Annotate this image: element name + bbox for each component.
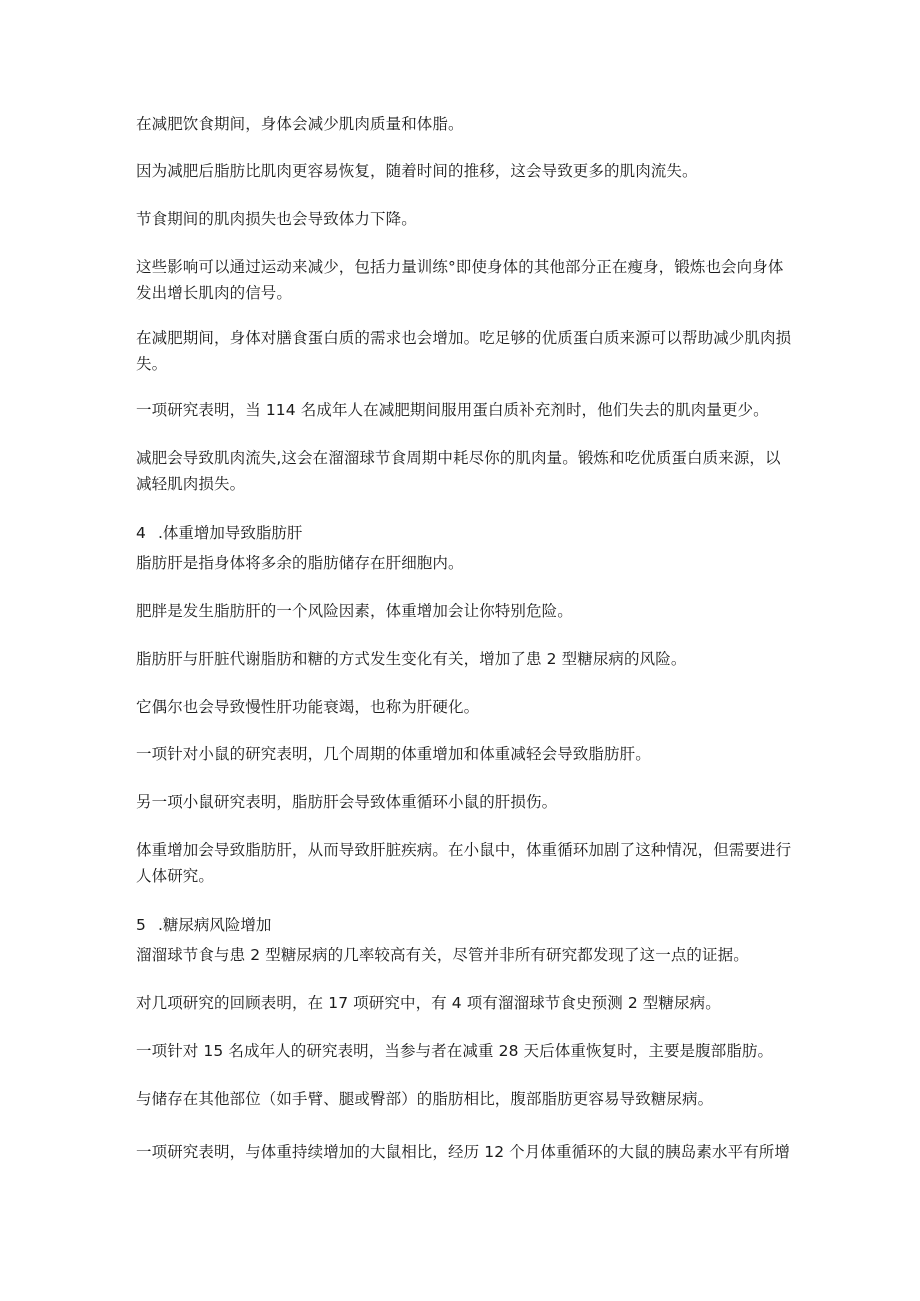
section-heading xyxy=(136,912,271,938)
section-title: .体重增加导致脂肪肝 xyxy=(158,524,303,542)
paragraph: 它偶尔也会导致慢性肝功能衰竭，也称为肝硬化。 xyxy=(136,698,480,716)
paragraph: 一项研究表明，与体重持续增加的大鼠相比，经历 12 个月体重循环的大鼠的胰岛素水平有所增 xyxy=(136,1143,790,1161)
paragraph: 对几项研究的回顾表明，在 17 项研究中，有 4 项有溜溜球节食史预测 2 型糖尿病。 xyxy=(136,994,721,1012)
paragraph: 一项针对 15 名成年人的研究表明，当参与者在减重 28 天后体重恢复时，主要是腹部脂肪。 xyxy=(136,1042,774,1060)
paragraph: 减肥会导致肌肉流失,这会在溜溜球节食周期中耗尽你的肌肉量。锻炼和吃优质蛋白质来源，以减轻肌肉损失。 xyxy=(136,449,781,493)
paragraph: 溜溜球节食与患 2 型糖尿病的几率较高有关，尽管并非所有研究都发现了这一点的证据。 xyxy=(136,946,749,964)
paragraph: 因为减肥后脂肪比肌肉更容易恢复，随着时间的推移，这会导致更多的肌肉流失。 xyxy=(136,162,698,180)
paragraph: 脂肪肝是指身体将多余的脂肪储存在肝细胞内。 xyxy=(136,554,464,572)
paragraph: 节食期间的肌肉损失也会导致体力下降。 xyxy=(136,210,417,228)
section-number: 4 xyxy=(136,524,146,542)
section-title: .糖尿病风险增加 xyxy=(158,916,272,934)
paragraph: 体重增加会导致脂肪肝，从而导致肝脏疾病。在小鼠中，体重循环加剧了这种情况，但需要进行人体研究。 xyxy=(136,841,792,885)
paragraph: 在减肥期间，身体对膳食蛋白质的需求也会增加。吃足够的优质蛋白质来源可以帮助减少肌肉损失。 xyxy=(136,329,792,373)
paragraph: 这些影响可以通过运动来减少，包括力量训练°即使身体的其他部分正在瘦身，锻炼也会向身体发出增长肌肉的信号。 xyxy=(136,258,784,302)
paragraph: 与储存在其他部位（如手臂、腿或臀部）的脂肪相比，腹部脂肪更容易导致糖尿病。 xyxy=(136,1090,714,1108)
paragraph: 脂肪肝与肝脏代谢脂肪和糖的方式发生变化有关，增加了患 2 型糖尿病的风险。 xyxy=(136,650,687,668)
section-number: 5 xyxy=(136,916,146,934)
section-heading xyxy=(136,520,302,546)
paragraph: 另一项小鼠研究表明，脂肪肝会导致体重循环小鼠的肝损伤。 xyxy=(136,793,558,811)
paragraph: 一项针对小鼠的研究表明，几个周期的体重增加和体重减轻会导致脂肪肝。 xyxy=(136,745,651,763)
paragraph: 一项研究表明，当 114 名成年人在减肥期间服用蛋白质补充剂时，他们失去的肌肉量更少。 xyxy=(136,401,769,419)
paragraph: 在减肥饮食期间，身体会减少肌肉质量和体脂。 xyxy=(136,115,464,133)
paragraph: 肥胖是发生脂肪肝的一个风险因素，体重增加会让你特别危险。 xyxy=(136,602,573,620)
